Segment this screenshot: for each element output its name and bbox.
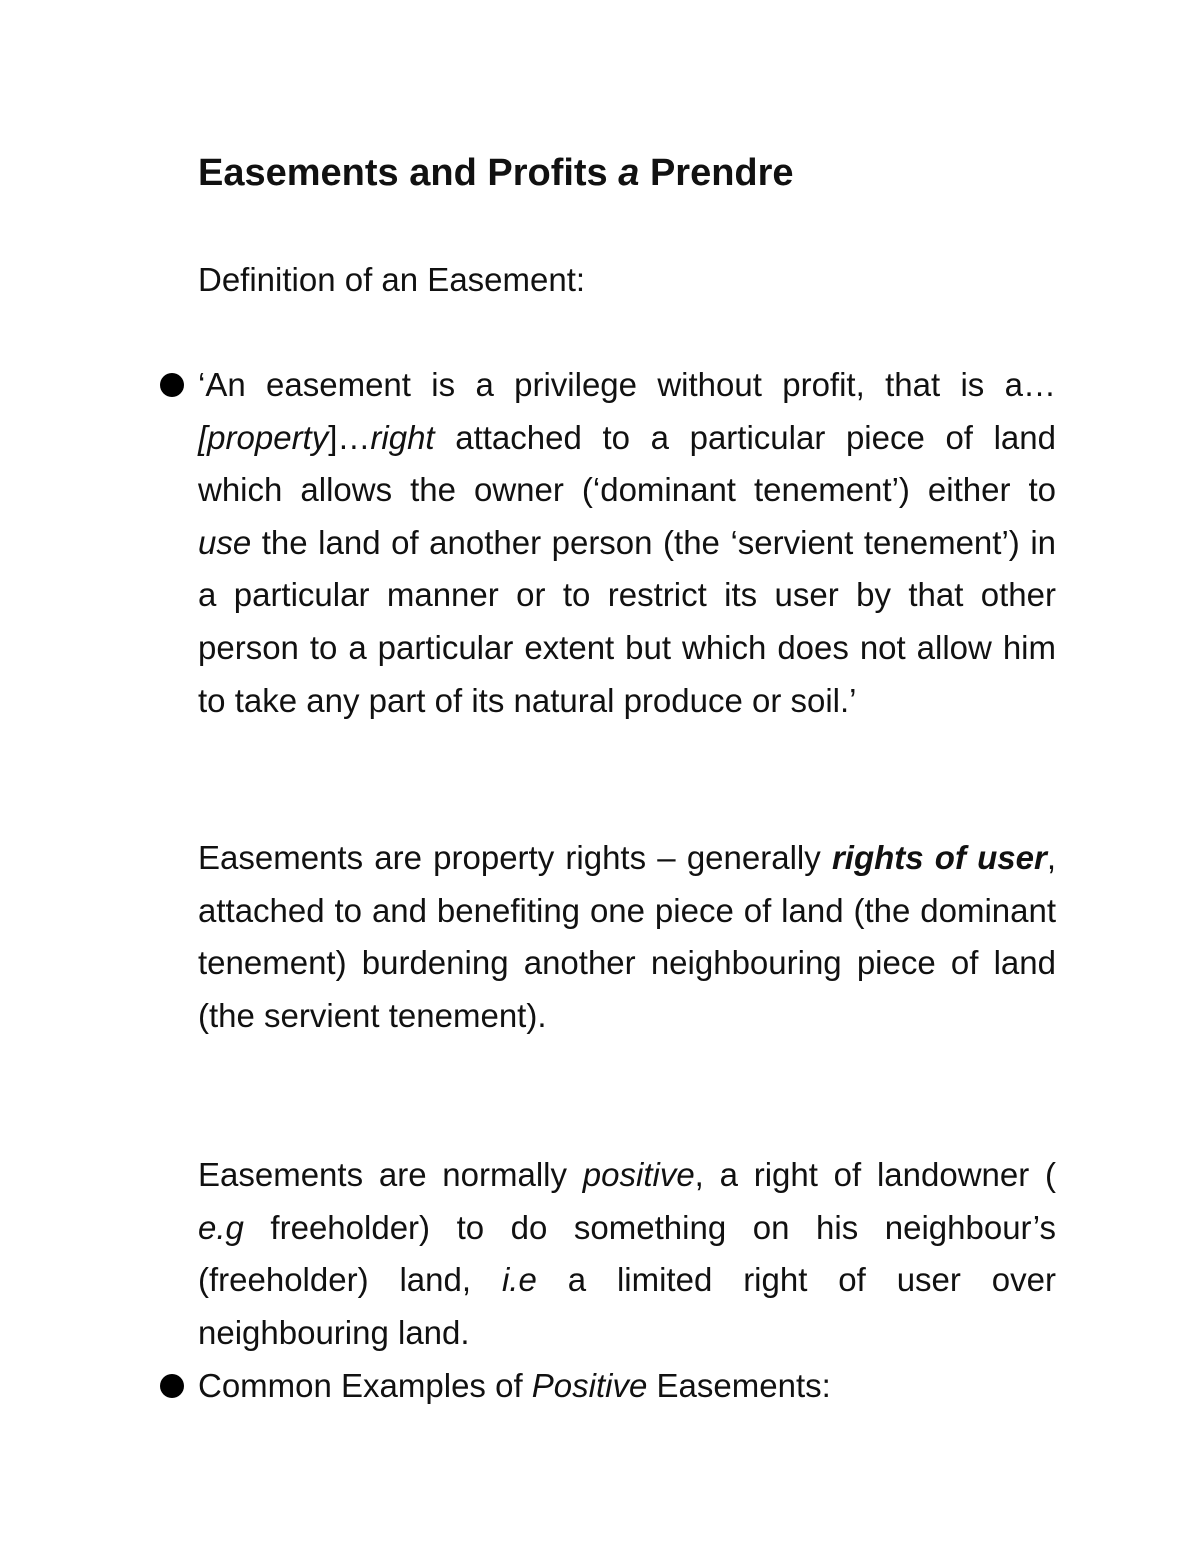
property-rights-paragraph <box>198 832 1056 1042</box>
title-text-1: Easements and Profits <box>198 152 619 194</box>
positive-easements-paragraph <box>198 1149 1056 1359</box>
quote-text-5: attached to a particular piece of land which allows the owner (‘dominant tenement’) either to <box>198 418 1056 509</box>
definition-text-3: , attached to and benefiting one piece of land (the dominant tenement) burdening another neighbouring piece of land (the servient tenement). <box>198 839 1057 1034</box>
examples-heading <box>198 1360 1056 1413</box>
definition-text-2: rights of user <box>831 839 1047 876</box>
positive-text-1: Easements are normally <box>198 1156 583 1193</box>
positive-text-6: i.e <box>501 1261 537 1299</box>
definition-text-1: Easements are property rights – generally <box>198 839 832 876</box>
document-title <box>198 150 794 196</box>
bullet-dot-icon <box>160 1374 184 1398</box>
positive-text-2: positive <box>582 1156 695 1193</box>
examples-text-3: Easements: <box>647 1367 831 1404</box>
positive-text-4: e.g <box>198 1208 244 1246</box>
quote-text-4: right <box>370 418 435 456</box>
quote-text-6: use <box>198 523 252 561</box>
quote-text-2: [property <box>198 418 329 456</box>
examples-text-2: Positive <box>531 1367 648 1404</box>
section-heading: Definition of an Easement: <box>198 261 586 298</box>
title-text-2: a <box>618 152 640 194</box>
bullet-dot-icon <box>160 373 184 397</box>
quote-text-7: the land of another person (the ‘servient tenement’) in a particular manner or to restrict its user by that other person to a particular extent but which does not allow him to take any part of its natural produce or soil.’ <box>198 523 1056 719</box>
examples-text-1: Common Examples of <box>198 1367 532 1404</box>
quote-text-3: ]… <box>328 418 371 456</box>
positive-text-3: , a right of landowner ( <box>694 1156 1057 1193</box>
easement-definition-quote <box>198 359 1056 727</box>
positive-text-7: a limited right of user over neighbouring land. <box>198 1261 1056 1351</box>
title-text-3: Prendre <box>639 152 794 194</box>
positive-text-5: freeholder) to do something on his neighbour’s (freeholder) land, <box>198 1208 1056 1299</box>
quote-text-1: ‘An easement is a privilege without profit, that is a… <box>198 366 1056 403</box>
